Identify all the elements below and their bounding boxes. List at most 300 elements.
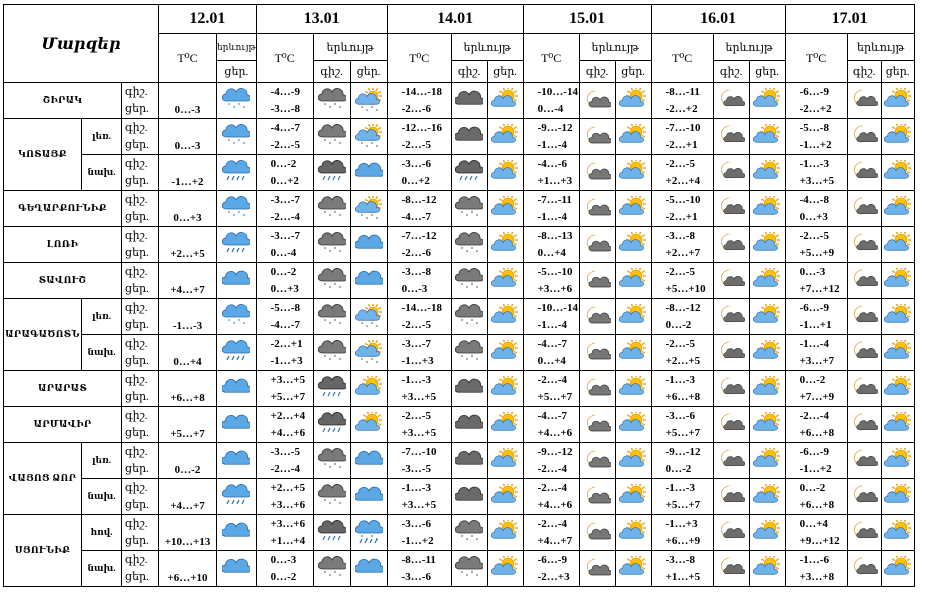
- night-value: գիշ.: [125, 157, 148, 170]
- day-phenomena: [749, 83, 785, 119]
- weather-snow-icon: [217, 124, 256, 150]
- night-value: +3…+6: [270, 517, 306, 530]
- day-value: 0…-4: [270, 246, 297, 259]
- subregion-label: լեռ.: [82, 119, 122, 155]
- weather-darksnow-icon: [452, 556, 487, 582]
- night-phenomena: [847, 83, 881, 119]
- weather-grayrainsnow-icon: [351, 520, 387, 546]
- weather-gray-icon: [452, 124, 487, 150]
- day-value: ցեր.: [125, 354, 149, 367]
- weather-suncloud-icon: [750, 232, 785, 258]
- weather-suncloud-icon: [882, 556, 914, 582]
- date-header: 14.01: [387, 5, 523, 34]
- subregion-label: նախ.: [82, 155, 122, 191]
- night-value: -2…-4: [799, 409, 829, 422]
- phenomena-header: երևույթ: [313, 34, 387, 61]
- night-value: գիշ.: [125, 85, 148, 98]
- night-phenomena: [451, 83, 487, 119]
- night-phenomena: [313, 479, 350, 515]
- phenomena-12-01: [217, 83, 257, 119]
- day-phenomena: [749, 263, 785, 299]
- day-phenomena: [615, 191, 651, 227]
- night-phenomena: [451, 191, 487, 227]
- day-value: -1…+1: [799, 318, 832, 331]
- night-value: -4…-8: [799, 193, 829, 206]
- night-phenomena: [313, 83, 350, 119]
- weather-rain-icon: [217, 160, 256, 186]
- night-phenomena: [847, 263, 881, 299]
- day-phenomena: [350, 407, 387, 443]
- night-phenomena: [847, 443, 881, 479]
- night-phenomena: [847, 119, 881, 155]
- weather-mooncloudsm-icon: [714, 196, 749, 222]
- weather-mooncloud-icon: [580, 160, 615, 186]
- night-value: -2…-5: [665, 265, 695, 278]
- day-value: -1…+3: [270, 354, 303, 367]
- day-value: -2…-4: [270, 210, 300, 223]
- night-value: -2…-5: [401, 409, 431, 422]
- phenomena-header: երևույթ: [713, 34, 785, 61]
- weather-suncloud-icon: [750, 376, 785, 402]
- night-value: -6…-9: [799, 445, 829, 458]
- temp-range: [523, 299, 579, 335]
- night-value: -3…-7: [270, 193, 300, 206]
- weather-mooncloudsm-icon: [848, 196, 881, 222]
- temp-range: [523, 371, 579, 407]
- night-phenomena: [579, 335, 615, 371]
- day-phenomena: [350, 299, 387, 335]
- weather-gray-icon: [452, 88, 487, 114]
- temp-range: [785, 407, 847, 443]
- temperature-header: T⁰C: [651, 34, 713, 83]
- weather-sunsnow-icon: [351, 304, 387, 330]
- weather-suncloud-icon: [616, 556, 651, 582]
- temp-12-01: +4…+7: [159, 479, 217, 515]
- weather-darksnow-icon: [314, 196, 350, 222]
- temp-range: [651, 155, 713, 191]
- weather-suncloud-icon: [882, 412, 914, 438]
- night-phenomena: [313, 119, 350, 155]
- night-value: +3…+5: [270, 373, 306, 386]
- phenomena-12-01: [217, 335, 257, 371]
- weather-suncloud-icon: [616, 232, 651, 258]
- weather-gray-icon: [452, 448, 487, 474]
- weather-rain-icon: [217, 232, 256, 258]
- day-value: -2…-6: [401, 102, 431, 115]
- weather-suncloud-icon: [616, 268, 651, 294]
- night-phenomena: [847, 191, 881, 227]
- day-phenomena: [615, 479, 651, 515]
- temp-range: [785, 443, 847, 479]
- weather-suncloud-icon: [488, 160, 523, 186]
- day-value: ցեր.: [125, 498, 149, 511]
- day-value: ցեր.: [125, 282, 149, 295]
- region-row: [4, 299, 915, 335]
- temp-range: [523, 443, 579, 479]
- night-value: -2…-4: [537, 481, 567, 494]
- temp-range: [785, 371, 847, 407]
- night-value: -1…-3: [665, 373, 695, 386]
- region-name: ՇԻՐԱԿ: [4, 83, 122, 119]
- night-phenomena: [579, 551, 615, 587]
- day-value: +5…+7: [270, 390, 306, 403]
- temp-range: [256, 299, 313, 335]
- night-phenomena: [313, 191, 350, 227]
- weather-mooncloudsm-icon: [848, 412, 881, 438]
- night-phenomena: [579, 371, 615, 407]
- day-value: +2…+7: [665, 246, 701, 259]
- weather-mooncloudsm-icon: [714, 88, 749, 114]
- day-phenomena: [615, 263, 651, 299]
- temp-range: [256, 479, 313, 515]
- temp-range: [785, 479, 847, 515]
- day-phenomena: [881, 191, 914, 227]
- day-value: -1…-4: [537, 138, 567, 151]
- night-header: գիշ.: [579, 61, 615, 83]
- temp-range: [523, 263, 579, 299]
- night-day-labels: [122, 263, 159, 299]
- weather-cloud-icon: [217, 376, 256, 402]
- day-value: 0…+4: [537, 354, 566, 367]
- day-value: ցեր.: [125, 390, 149, 403]
- night-value: գիշ.: [125, 373, 148, 386]
- weather-mooncloud-icon: [580, 340, 615, 366]
- phenomena-12-01: [217, 371, 257, 407]
- night-phenomena: [451, 119, 487, 155]
- weather-suncloud-icon: [750, 448, 785, 474]
- day-phenomena: [881, 263, 914, 299]
- day-phenomena: [881, 119, 914, 155]
- night-phenomena: [847, 515, 881, 551]
- day-value: +2…+4: [665, 174, 701, 187]
- day-value: -2…+2: [799, 102, 832, 115]
- night-value: -5…-10: [665, 193, 701, 206]
- weather-darkrain-icon: [314, 412, 350, 438]
- day-value: 0…+2: [401, 174, 430, 187]
- night-value: -3…-8: [665, 229, 695, 242]
- night-day-labels: [122, 479, 159, 515]
- night-value: -8…-11: [401, 553, 436, 566]
- region-name: ԱՐՄԱՎԻՐ: [4, 407, 122, 443]
- night-phenomena: [313, 155, 350, 191]
- night-phenomena: [451, 155, 487, 191]
- night-value: գիշ.: [125, 409, 148, 422]
- night-phenomena: [713, 227, 749, 263]
- weather-cloud-icon: [351, 160, 387, 186]
- day-value: -1…-4: [537, 210, 567, 223]
- night-value: -3…-6: [401, 517, 431, 530]
- weather-mooncloudsm-icon: [714, 448, 749, 474]
- weather-suncloud-icon: [750, 412, 785, 438]
- weather-suncloud-icon: [750, 484, 785, 510]
- day-value: -3…-8: [270, 102, 300, 115]
- phenomena-12-01: [217, 515, 257, 551]
- day-value: 0…+3: [799, 210, 828, 223]
- day-phenomena: [749, 335, 785, 371]
- weather-suncloud-icon: [488, 484, 523, 510]
- region-row: [4, 335, 915, 371]
- weather-suncloud-icon: [750, 556, 785, 582]
- weather-mooncloudsm-icon: [848, 268, 881, 294]
- night-phenomena: [847, 155, 881, 191]
- day-phenomena: [350, 119, 387, 155]
- temp-range: [651, 263, 713, 299]
- day-phenomena: [350, 335, 387, 371]
- temp-12-01: 0…-2: [159, 443, 217, 479]
- weather-mooncloud-icon: [580, 124, 615, 150]
- weather-suncloud-icon: [882, 520, 914, 546]
- temp-12-01: 0…+4: [159, 335, 217, 371]
- night-value: գիշ.: [125, 553, 148, 566]
- day-value: +6…+8: [665, 390, 701, 403]
- day-phenomena: [350, 479, 387, 515]
- night-day-labels: [122, 299, 159, 335]
- day-value: +1…+4: [270, 534, 306, 547]
- weather-mooncloudsm-icon: [848, 124, 881, 150]
- temp-12-01: +6…+10: [159, 551, 217, 587]
- night-header: գիշ.: [847, 61, 881, 83]
- temp-range: [387, 119, 451, 155]
- weather-darksnow-icon: [452, 520, 487, 546]
- night-day-labels: [122, 191, 159, 227]
- weather-darkrain-icon: [314, 376, 350, 402]
- weather-mooncloud-icon: [580, 448, 615, 474]
- night-value: -3…-5: [270, 445, 300, 458]
- night-header: գիշ.: [313, 61, 350, 83]
- temp-range: [256, 263, 313, 299]
- night-value: -8…-13: [537, 229, 573, 242]
- weather-darksnow-icon: [314, 448, 350, 474]
- day-value: -1…+3: [401, 354, 434, 367]
- day-phenomena: [881, 443, 914, 479]
- night-phenomena: [451, 299, 487, 335]
- day-value: ցեր.: [125, 318, 149, 331]
- night-value: -9…-12: [537, 445, 573, 458]
- night-value: 0…-2: [270, 265, 297, 278]
- day-value: -2…-4: [537, 462, 567, 475]
- day-value: 0…-2: [665, 318, 692, 331]
- day-phenomena: [749, 407, 785, 443]
- temp-range: [523, 155, 579, 191]
- day-phenomena: [350, 443, 387, 479]
- weather-snow-icon: [217, 304, 256, 330]
- temp-range: [387, 479, 451, 515]
- day-header: ցեր.: [615, 61, 651, 83]
- temp-range: [785, 551, 847, 587]
- weather-suncloud-icon: [882, 376, 914, 402]
- weather-suncloud-icon: [882, 304, 914, 330]
- region-row: [4, 371, 915, 407]
- night-value: -10…-14: [537, 301, 578, 314]
- region-name: ԱՐԱՐԱՏ: [4, 371, 122, 407]
- night-value: -8…-11: [665, 85, 700, 98]
- weather-darksnow-icon: [314, 556, 350, 582]
- night-value: -5…-10: [537, 265, 573, 278]
- night-phenomena: [713, 479, 749, 515]
- weather-mooncloudsm-icon: [848, 520, 881, 546]
- weather-cloud-icon: [351, 556, 387, 582]
- weather-cloud-icon: [351, 448, 387, 474]
- day-value: ցեր.: [125, 102, 149, 115]
- temp-range: [785, 299, 847, 335]
- weather-suncloud-icon: [616, 484, 651, 510]
- night-phenomena: [313, 263, 350, 299]
- weather-suncloud-icon: [882, 340, 914, 366]
- day-phenomena: [487, 407, 523, 443]
- weather-mooncloudsm-icon: [848, 88, 881, 114]
- night-value: -4…-9: [270, 85, 300, 98]
- night-value: -3…-6: [665, 409, 695, 422]
- night-phenomena: [579, 299, 615, 335]
- weather-mooncloud-icon: [580, 268, 615, 294]
- region-row: [4, 551, 915, 587]
- weather-suncloud-icon: [616, 412, 651, 438]
- weather-mooncloudsm-icon: [848, 448, 881, 474]
- night-phenomena: [451, 443, 487, 479]
- weather-mooncloud-icon: [580, 556, 615, 582]
- temp-range: [387, 371, 451, 407]
- night-value: -7…-12: [401, 229, 437, 242]
- day-value: 0…+4: [537, 246, 566, 259]
- night-value: 0…-2: [799, 373, 826, 386]
- temp-12-01: +2…+5: [159, 227, 217, 263]
- day-value: ցեր.: [125, 138, 149, 151]
- weather-mooncloudsm-icon: [714, 556, 749, 582]
- temp-range: [387, 515, 451, 551]
- temp-range: [785, 155, 847, 191]
- night-value: 0…+4: [799, 517, 828, 530]
- day-phenomena: [350, 227, 387, 263]
- weather-darksnow-icon: [452, 340, 487, 366]
- weather-mooncloudsm-icon: [714, 412, 749, 438]
- day-phenomena: [487, 83, 523, 119]
- night-phenomena: [451, 407, 487, 443]
- day-value: -4…-7: [401, 210, 431, 223]
- weather-suncloud-icon: [750, 196, 785, 222]
- day-value: +6…+8: [799, 426, 835, 439]
- night-value: -9…-12: [537, 121, 573, 134]
- night-phenomena: [313, 515, 350, 551]
- night-value: գիշ.: [125, 445, 148, 458]
- weather-suncloud-icon: [488, 232, 523, 258]
- night-phenomena: [579, 155, 615, 191]
- temp-range: [256, 191, 313, 227]
- night-phenomena: [579, 191, 615, 227]
- day-value: -1…+2: [799, 138, 832, 151]
- day-value: +4…+6: [537, 498, 573, 511]
- day-phenomena: [487, 479, 523, 515]
- night-value: -3…-7: [401, 337, 431, 350]
- temp-range: [387, 263, 451, 299]
- weather-suncloud-icon: [750, 520, 785, 546]
- weather-mooncloudsm-icon: [714, 520, 749, 546]
- temp-range: [651, 83, 713, 119]
- night-phenomena: [713, 119, 749, 155]
- phenomena-header: երևույթ: [217, 34, 257, 61]
- weather-suncloud-icon: [488, 88, 523, 114]
- subregion-label: նախ.: [82, 551, 122, 587]
- temp-12-01: 0…-3: [159, 83, 217, 119]
- weather-darkrain-icon: [452, 160, 487, 186]
- night-value: 0…-2: [270, 157, 297, 170]
- weather-suncloud-icon: [351, 412, 387, 438]
- night-value: -4…-6: [537, 157, 567, 170]
- day-value: -2…-5: [270, 138, 300, 151]
- night-value: -3…-6: [401, 157, 431, 170]
- day-value: -1…+2: [799, 462, 832, 475]
- region-row: [4, 479, 915, 515]
- day-phenomena: [749, 119, 785, 155]
- day-phenomena: [749, 515, 785, 551]
- night-phenomena: [713, 155, 749, 191]
- night-value: -1…-4: [799, 337, 829, 350]
- weather-mooncloudsm-icon: [848, 232, 881, 258]
- temp-12-01: +6…+8: [159, 371, 217, 407]
- night-day-labels: [122, 407, 159, 443]
- day-phenomena: [615, 443, 651, 479]
- temp-range: [785, 83, 847, 119]
- day-value: +3…+6: [537, 282, 573, 295]
- day-value: 0…+3: [270, 282, 299, 295]
- day-phenomena: [487, 551, 523, 587]
- weather-cloud-icon: [351, 232, 387, 258]
- weather-mooncloudsm-icon: [848, 376, 881, 402]
- weather-darkrain-icon: [314, 160, 350, 186]
- night-phenomena: [579, 119, 615, 155]
- day-phenomena: [749, 443, 785, 479]
- day-phenomena: [881, 299, 914, 335]
- date-header: 13.01: [256, 5, 387, 34]
- temp-range: [523, 479, 579, 515]
- weather-suncloud-icon: [882, 232, 914, 258]
- night-value: գիշ.: [125, 337, 148, 350]
- night-phenomena: [847, 551, 881, 587]
- region-column-header: Մարզեր: [4, 5, 159, 83]
- day-phenomena: [881, 227, 914, 263]
- night-phenomena: [579, 227, 615, 263]
- night-value: գիշ.: [125, 301, 148, 314]
- day-value: +5…+9: [799, 246, 835, 259]
- weather-suncloud-icon: [616, 124, 651, 150]
- night-value: -4…-7: [537, 337, 567, 350]
- day-value: +4…+7: [537, 534, 573, 547]
- phenomena-12-01: [217, 227, 257, 263]
- day-value: -2…+2: [665, 102, 698, 115]
- day-phenomena: [615, 155, 651, 191]
- day-phenomena: [615, 119, 651, 155]
- night-phenomena: [313, 227, 350, 263]
- night-phenomena: [313, 443, 350, 479]
- weather-suncloud-icon: [488, 556, 523, 582]
- weather-mooncloudsm-icon: [848, 340, 881, 366]
- night-phenomena: [847, 227, 881, 263]
- day-value: +9…+12: [799, 534, 840, 547]
- day-value: -3…-6: [401, 570, 431, 583]
- region-name: ԼՈՌԻ: [4, 227, 122, 263]
- region-row: [4, 227, 915, 263]
- weather-mooncloudsm-icon: [848, 556, 881, 582]
- weather-suncloud-icon: [882, 88, 914, 114]
- day-value: ցեր.: [125, 246, 149, 259]
- temp-range: [785, 263, 847, 299]
- day-phenomena: [615, 83, 651, 119]
- night-phenomena: [579, 479, 615, 515]
- night-phenomena: [579, 83, 615, 119]
- day-value: +3…+8: [799, 570, 835, 583]
- temperature-header: T⁰C: [785, 34, 847, 83]
- day-value: -2…+1: [665, 138, 698, 151]
- temp-range: [651, 479, 713, 515]
